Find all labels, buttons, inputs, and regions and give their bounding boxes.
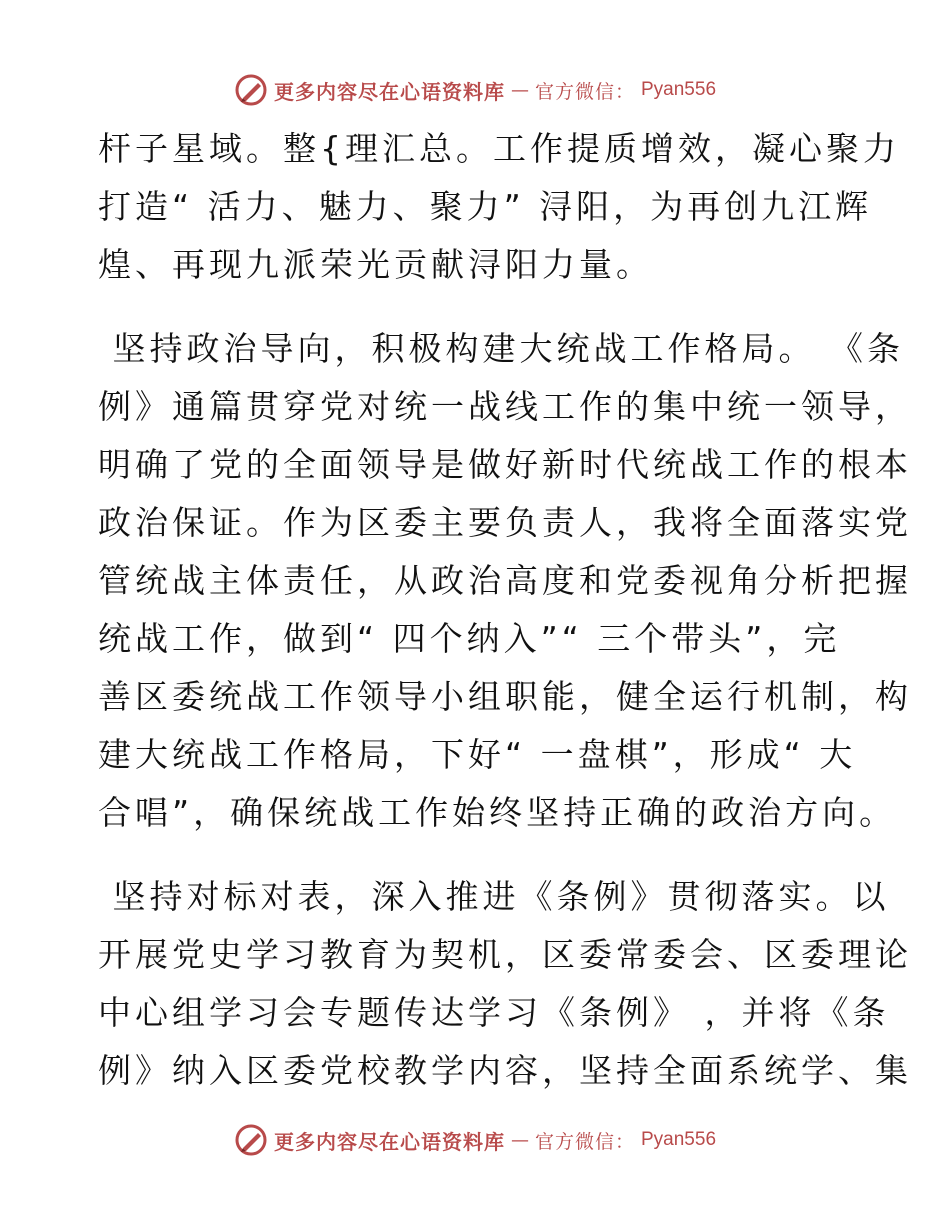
pen-circle-logo-icon (234, 73, 268, 107)
footer-wechat-id: Pyan556 (641, 1129, 717, 1150)
footer-separator: — (510, 1129, 529, 1151)
text-line: 合唱”，确保统战工作始终坚持正确的政治方向。 (98, 793, 897, 832)
text-line: 杆子星域。整{理汇总。工作提质增效，凝心聚力 (98, 129, 900, 168)
text-line: 明确了党的全面领导是做好新时代统战工作的根本 (98, 445, 912, 484)
text-line: 统战工作，做到“ 四个纳入”“ 三个带头”，完 (98, 619, 841, 658)
header-banner (0, 70, 950, 110)
text-line: 建大统战工作格局，下好“ 一盘棋”，形成“ 大 (98, 735, 857, 774)
header-brand-text: 更多内容尽在心语资料库 (273, 79, 505, 104)
footer-brand-text: 更多内容尽在心语资料库 (273, 1129, 505, 1154)
footer-wechat-label: 官方微信： (534, 1130, 635, 1153)
text-line: 善区委统战工作领导小组职能，健全运行机制，构 (98, 677, 912, 716)
text-line: 中心组学习会专题传达学习《条例》 ，并将《条 (98, 993, 890, 1032)
text-line: 坚持对标对表，深入推进《条例》贯彻落实。以 (98, 877, 890, 916)
pen-circle-logo-icon (234, 1123, 268, 1157)
paragraph-1 (98, 120, 900, 294)
header-wechat-label: 官方微信： (534, 80, 635, 103)
text-line: 开展党史学习教育为契机，区委常委会、区委理论 (98, 935, 912, 974)
text-line: 管统战主体责任，从政治高度和党委视角分析把握 (98, 561, 912, 600)
paragraph-2 (98, 320, 912, 842)
text-line: 政治保证。作为区委主要负责人，我将全面落实党 (98, 503, 912, 542)
header-separator: — (510, 79, 529, 101)
text-line: 例》纳入区委党校教学内容，坚持全面系统学、集 (98, 1051, 912, 1090)
document-body (98, 120, 912, 1100)
text-line: 煌、再现九派荣光贡献浔阳力量。 (98, 245, 653, 284)
text-line: 坚持政治导向，积极构建大统战工作格局。 《条 (98, 329, 904, 368)
text-line: 例》通篇贯穿党对统一战线工作的集中统一领导， (98, 387, 912, 426)
paragraph-3 (98, 868, 912, 1100)
header-wechat-id: Pyan556 (641, 79, 717, 100)
text-line: 打造“ 活力、魅力、聚力” 浔阳，为再创九江辉 (98, 187, 873, 226)
footer-banner (0, 1120, 950, 1160)
